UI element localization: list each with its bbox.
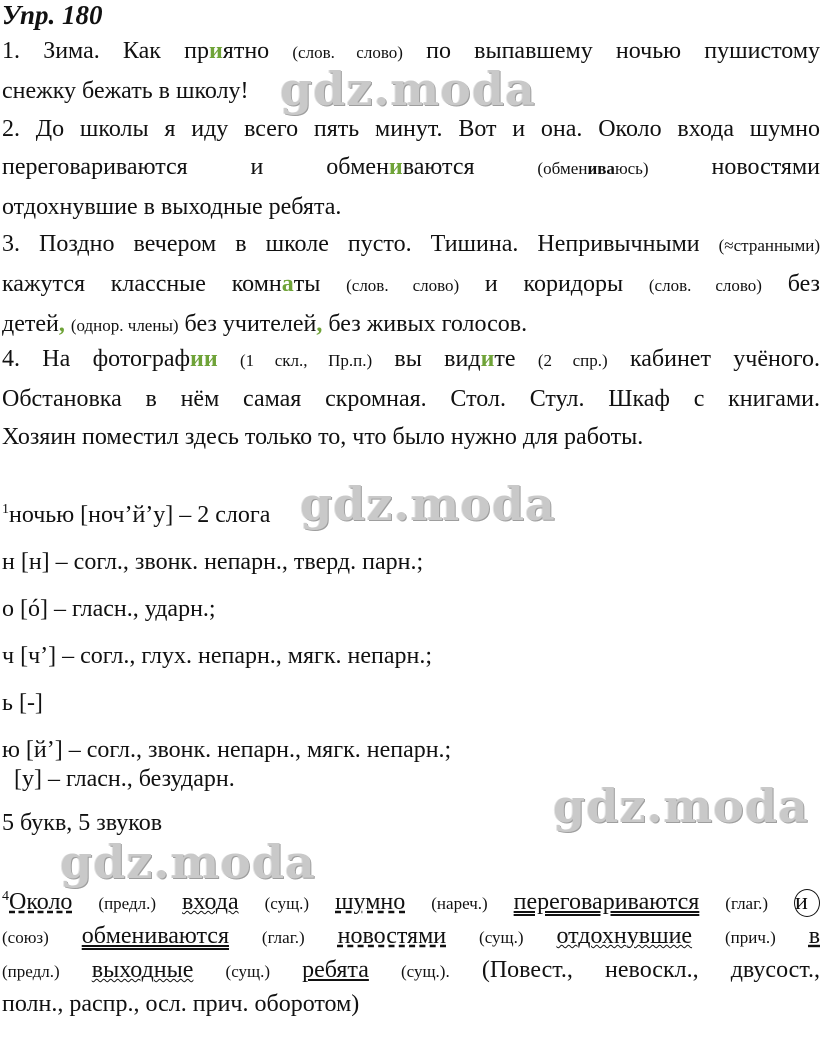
p2-line-1: 2. До школы я иду всего пять минут. Вот и она. Около входа шумно: [2, 116, 820, 142]
p4-line-2: Обстановка в нём самая скромная. Стол. Стул. Шкаф с книгами.: [2, 386, 820, 412]
conjunction-circle: и: [794, 889, 820, 917]
p4-line-1: 4. На фотографии (1 скл., Пр.п.) вы видите (2 спр.) кабинет учёного.: [2, 346, 821, 372]
p1-line-2: снежку бежать в школу!: [2, 78, 249, 104]
p1-line-1: 1. Зима. Как приятно (слов. слово) по выпавшему ночью пушистому: [2, 38, 821, 64]
paragraph-3: [2, 225, 820, 345]
p3-line-2: кажутся классные комнаты (слов. слово) и коридоры (слов. слово) без: [2, 271, 821, 297]
p2-line-3: отдохнувшие в выходные ребята.: [2, 194, 342, 220]
p2-line-2: переговариваются и обмениваются (обмениваюсь) новостями: [2, 154, 821, 180]
phonetic-summary: 5 букв, 5 звуков: [2, 810, 163, 836]
watermark-logo: gdz.moda: [300, 477, 556, 531]
phonetic-row: ч [ч’] – согл., глух. непарн., мягк. непарн.;: [2, 643, 433, 669]
phonetic-heading: $^1$ночью [ноч’й’у] – 2 слога: [2, 502, 271, 528]
p3-line-1: 3. Поздно вечером в школе пусто. Тишина. Непривычными (≈странными): [2, 231, 820, 257]
phonetic-row: н [н] – согл., звонк. непарн., тверд. парн.;: [2, 549, 424, 575]
p3-line-3: детей, (однор. члены) без учителей, без живых голосов.: [2, 311, 528, 337]
exercise-title: Упр. 180: [2, 0, 103, 30]
phonetic-row: ю [й’] – согл., звонк. непарн., мягк. непарн.;: [2, 737, 452, 763]
watermark-logo: gdz.moda: [553, 779, 809, 833]
phonetic-row: о [ó] – гласн., ударн.;: [2, 596, 216, 622]
watermark-logo: gdz.moda: [60, 835, 316, 889]
parse-line-3: (предл.) выходные (сущ.) ребята (сущ.). (Повест., невоскл., двусост.,: [2, 957, 821, 983]
paragraph-4: [2, 340, 820, 456]
phonetic-row: [у] – гласн., безударн.: [14, 766, 235, 792]
parse-line-4: полн., распр., осл. прич. оборотом): [2, 991, 360, 1017]
paragraph-2: [2, 110, 820, 226]
watermark-logo: gdz.moda: [280, 62, 536, 116]
phonetic-row: ь [-]: [2, 690, 43, 716]
parse-line-2: (союз) обмениваются (глаг.) новостями (сущ.) отдохнувшие (прич.) в: [2, 923, 821, 949]
syntax-parse: [2, 886, 820, 1020]
p4-line-3: Хозяин поместил здесь только то, что было нужно для работы.: [2, 424, 644, 450]
parse-line-1: $^4$Около (предл.) входа (сущ.) шумно (нареч.) переговариваются (глаг.) и: [2, 886, 820, 920]
